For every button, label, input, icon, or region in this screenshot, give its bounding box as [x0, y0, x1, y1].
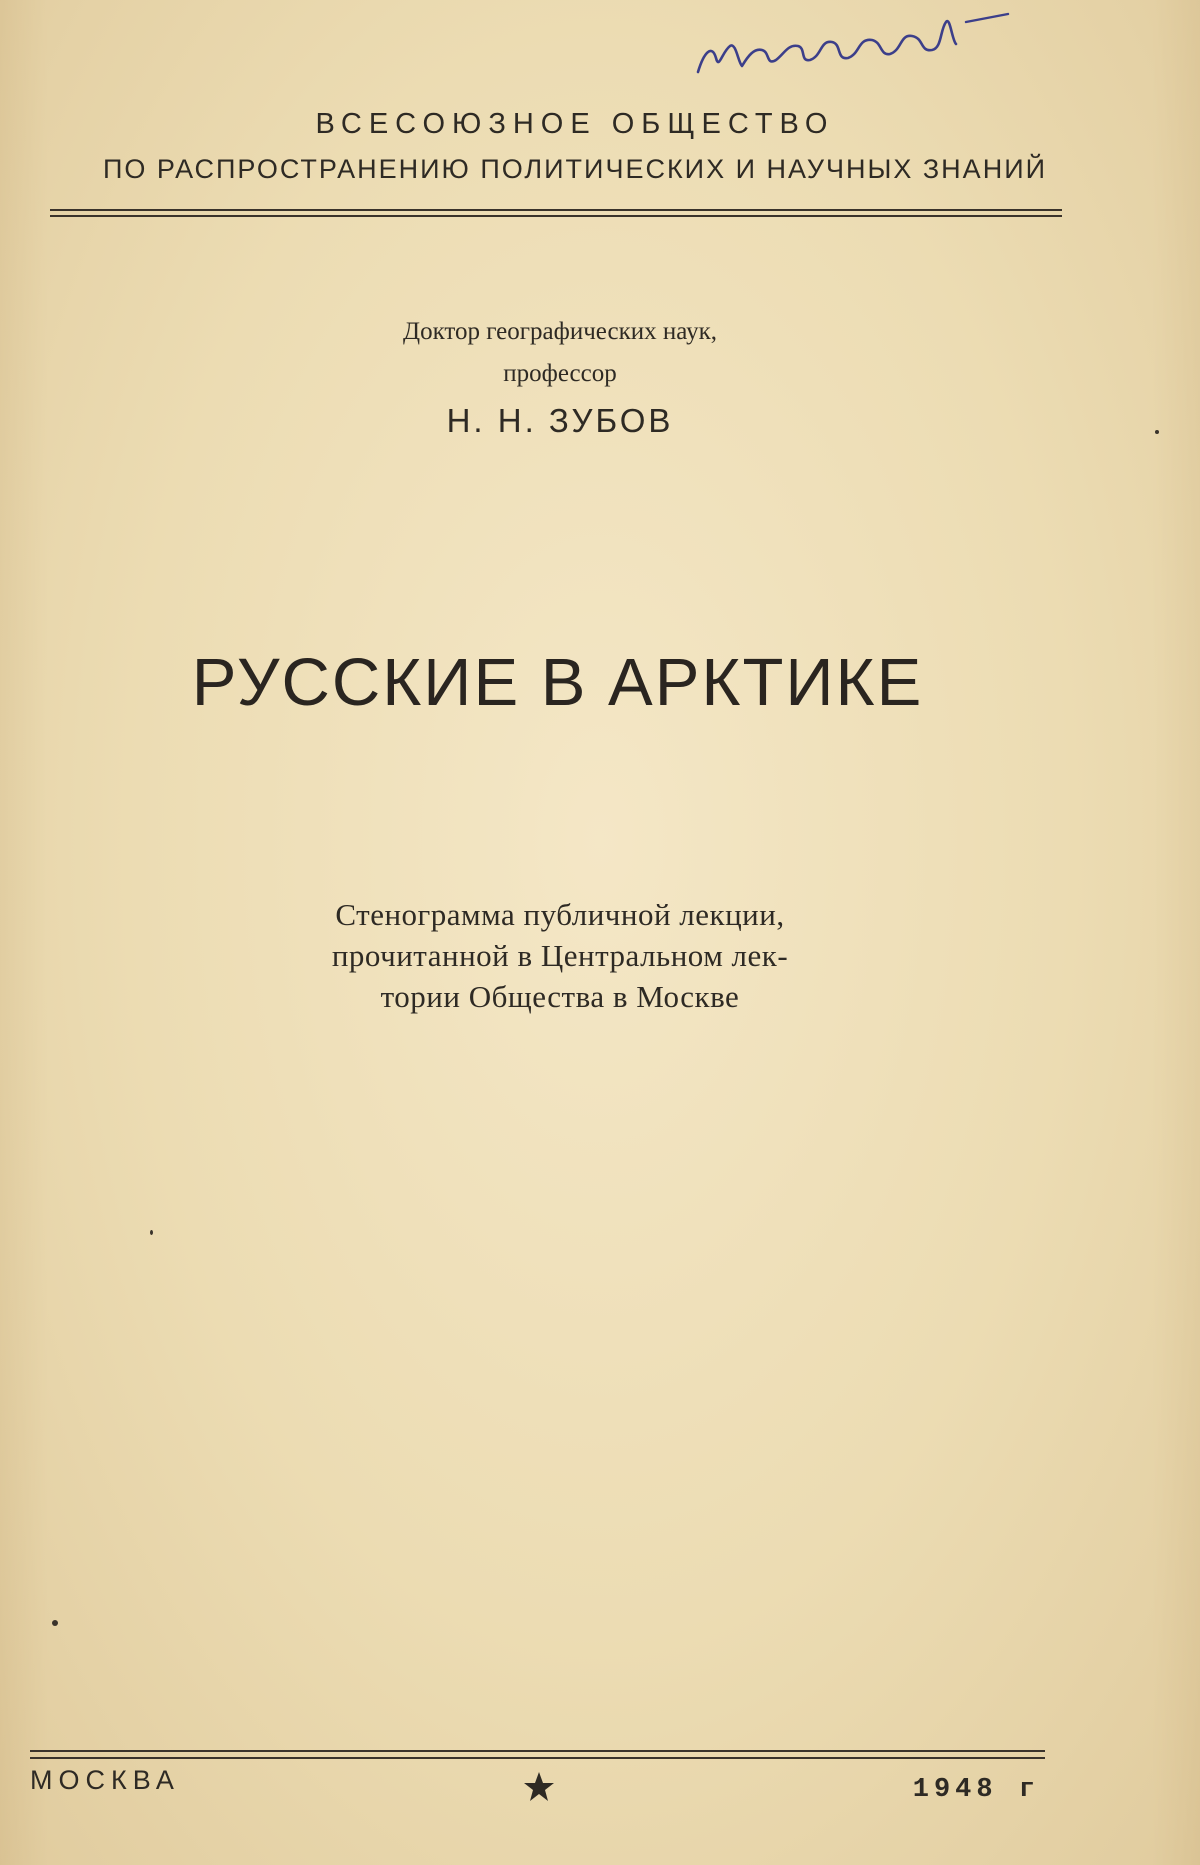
organization-name-line-2: ПО РАСПРОСТРАНЕНИЮ ПОЛИТИЧЕСКИХ И НАУЧНЫХ ЗНАНИЙ — [102, 154, 1048, 184]
footer-rule-top — [30, 1750, 1045, 1752]
handwritten-signature — [690, 0, 1010, 95]
author-name: Н. Н. ЗУБОВ — [446, 402, 674, 439]
publication-city: МОСКВА — [30, 1765, 180, 1795]
header-rule-top — [50, 209, 1062, 211]
author-degree: Доктор географических наук, — [403, 318, 717, 345]
subtitle-line-1: Стенограмма публичной лекции, — [335, 897, 785, 932]
header-rule-bottom — [50, 215, 1062, 217]
ink-speck — [150, 1230, 153, 1235]
star-icon — [522, 1770, 556, 1804]
ink-speck — [52, 1620, 58, 1626]
subtitle-line-3: тории Общества в Москве — [380, 979, 740, 1014]
publication-year: 1948 г — [912, 1775, 1040, 1805]
organization-name-line-1: ВСЕСОЮЗНОЕ ОБЩЕСТВО — [315, 108, 835, 140]
footer-rule-bottom — [30, 1757, 1045, 1759]
subtitle-line-2: прочитанной в Центральном лек- — [331, 938, 789, 973]
book-title: РУССКИЕ В АРКТИКЕ — [191, 645, 924, 720]
author-title: профессор — [503, 360, 617, 387]
ink-speck — [1155, 430, 1159, 434]
